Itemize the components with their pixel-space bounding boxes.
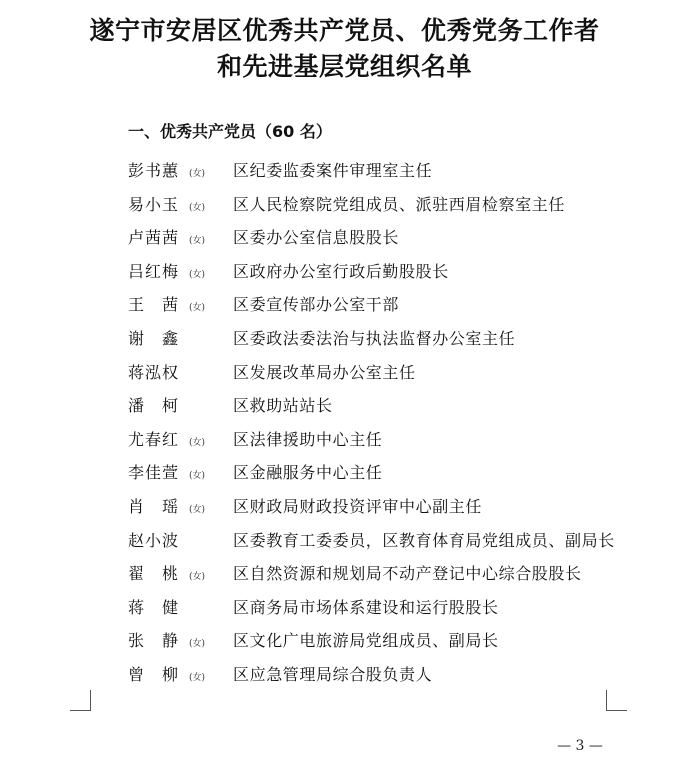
member-position: 区委政法委法治与执法监督办公室主任: [233, 329, 516, 348]
member-position: 区发展改革局办公室主任: [233, 362, 416, 382]
document-title-line-2: 和先进基层党组织名单: [216, 52, 472, 81]
member-name: 潘 柯: [128, 396, 180, 416]
list-item: [0, 257, 689, 287]
list-item: [0, 358, 689, 388]
list-item: [0, 425, 689, 455]
list-item: [0, 492, 689, 522]
list-item: [0, 190, 689, 220]
list-item: [0, 626, 689, 656]
corner-mark-left: [70, 690, 91, 711]
member-position: 区救助站站长: [233, 396, 333, 416]
member-position: 区纪委监委案件审理室主任: [233, 161, 433, 180]
member-position: 区自然资源和规划局不动产登记中心综合股股长: [233, 564, 582, 584]
member-position: 区应急管理局综合股负责人: [233, 665, 433, 684]
member-position: 区委办公室信息股股长: [233, 228, 400, 248]
list-item: [0, 223, 689, 253]
member-position: 区金融服务中心主任: [233, 463, 383, 483]
member-name: 易小玉: [128, 194, 180, 214]
list-item: [0, 593, 689, 623]
member-name: 王 茜: [128, 295, 180, 315]
member-name: 翟 桃: [128, 564, 180, 584]
list-item: [0, 324, 689, 354]
member-name: 吕红梅: [128, 261, 180, 281]
document-title-line-1: 遂宁市安居区优秀共产党员、优秀党务工作者: [89, 16, 600, 45]
list-item: [0, 660, 689, 690]
list-item: [0, 290, 689, 320]
member-position: 区政府办公室行政后勤股股长: [233, 261, 449, 281]
member-name: 卢茜茜: [128, 228, 180, 248]
female-mark: ( 女 ): [189, 226, 205, 256]
female-mark: ( 女 ): [189, 159, 205, 189]
list-item: [0, 526, 689, 556]
member-name: 李佳萱: [128, 463, 180, 483]
member-position: 区委教育工委委员，区教育体育局党组成员、副局长: [233, 530, 615, 550]
list-item: [0, 156, 689, 186]
member-name: 张 静: [128, 631, 180, 651]
member-name: 谢 鑫: [128, 329, 180, 348]
female-mark: ( 女 ): [189, 495, 205, 525]
female-mark: ( 女 ): [189, 562, 205, 592]
member-position: 区商务局市场体系建设和运行股股长: [233, 597, 499, 617]
member-position: 区文化广电旅游局党组成员、副局长: [233, 631, 499, 651]
corner-mark-right: [606, 690, 627, 711]
member-name: 尤春红: [128, 429, 180, 449]
list-item: [0, 559, 689, 589]
female-mark: ( 女 ): [189, 629, 205, 659]
member-position: 区财政局财政投资评审中心副主任: [233, 497, 483, 516]
female-mark: ( 女 ): [189, 428, 205, 458]
female-mark: ( 女 ): [189, 293, 205, 323]
member-name: 蒋泓权: [128, 362, 180, 382]
member-position: 区人民检察院党组成员、派驻西眉检察室主任: [233, 194, 566, 214]
list-item: [0, 391, 689, 421]
page-number: — 3 —: [557, 738, 603, 754]
female-mark: ( 女 ): [189, 663, 205, 693]
list-item: [0, 458, 689, 488]
female-mark: ( 女 ): [189, 260, 205, 290]
section-heading: 一、优秀共产党员（60 名）: [128, 122, 332, 141]
female-mark: ( 女 ): [189, 193, 205, 223]
member-name: 彭书蕙: [128, 161, 180, 180]
member-name: 蒋 健: [128, 597, 180, 617]
member-name: 曾 柳: [128, 665, 180, 684]
female-mark: ( 女 ): [189, 461, 205, 491]
member-position: 区法律援助中心主任: [233, 429, 383, 449]
member-position: 区委宣传部办公室干部: [233, 295, 400, 315]
member-name: 赵小波: [128, 530, 180, 550]
member-name: 肖 瑶: [128, 497, 180, 516]
